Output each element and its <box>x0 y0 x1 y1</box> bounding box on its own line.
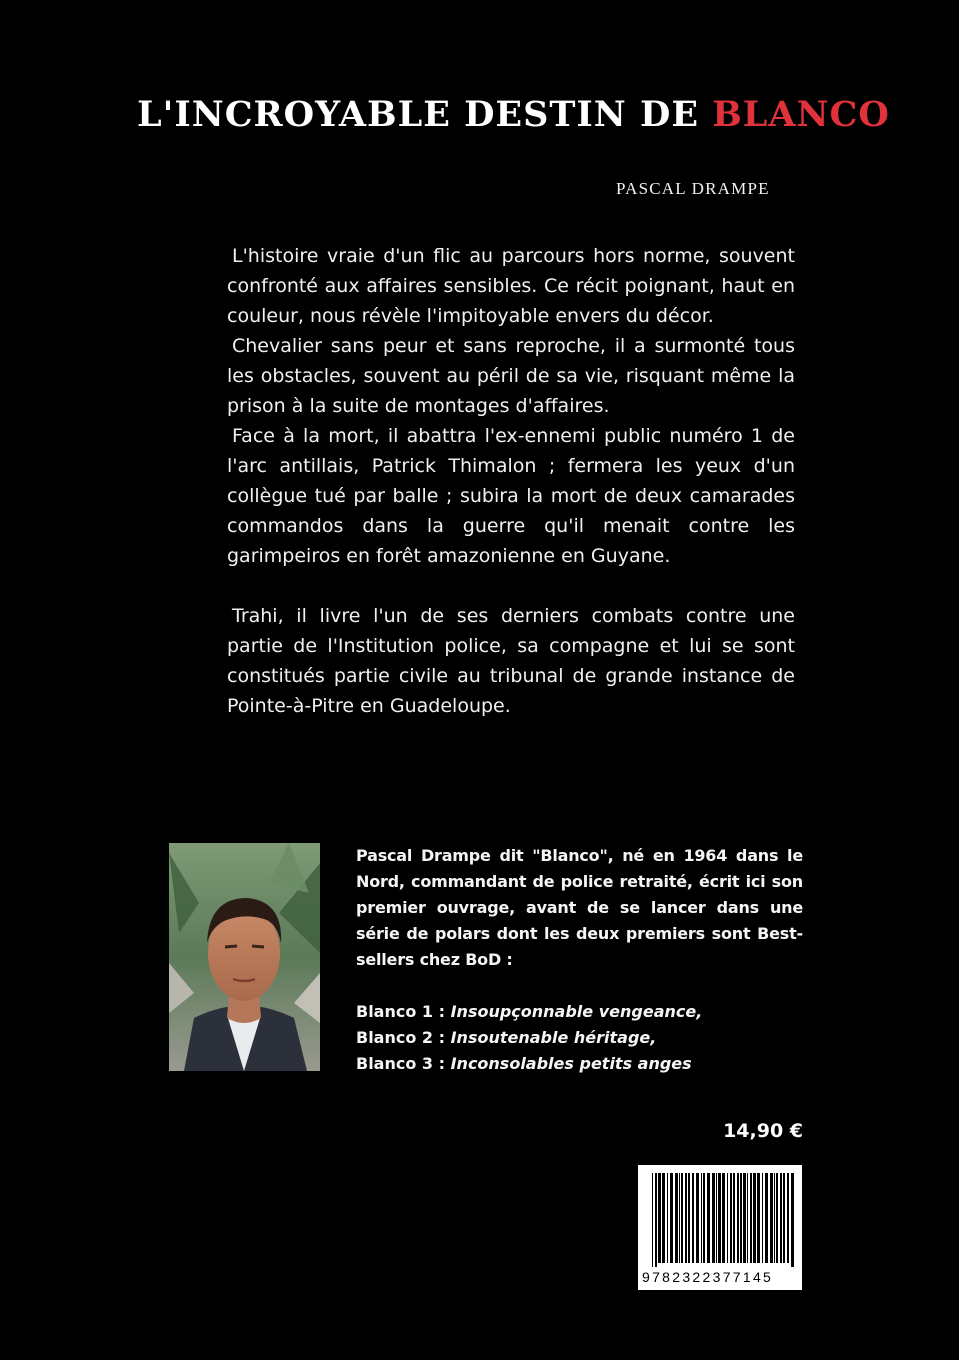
back-cover-blurb <box>227 241 795 721</box>
barcode-bar <box>783 1173 785 1263</box>
barcode-bar <box>716 1173 717 1263</box>
barcode-bar <box>774 1173 775 1263</box>
list-item <box>356 999 803 1025</box>
barcode-bar <box>727 1173 728 1263</box>
barcode-bar <box>655 1173 657 1267</box>
series-label: Blanco 1 : <box>356 1002 451 1021</box>
series-title: Insoutenable héritage, <box>450 1028 657 1047</box>
barcode-bar <box>679 1173 680 1263</box>
barcode-bar <box>692 1173 694 1263</box>
book-series-list <box>356 999 803 1077</box>
author-name: PASCAL DRAMPE <box>616 179 770 198</box>
barcode-bar <box>722 1173 725 1263</box>
barcode-bar <box>712 1173 715 1263</box>
barcode-bar <box>703 1173 705 1263</box>
barcode-bar <box>743 1173 746 1263</box>
list-item <box>356 1025 803 1051</box>
series-title: Insoupçonnable vengeance, <box>450 1002 703 1021</box>
barcode-bar <box>740 1173 742 1263</box>
barcode-bar <box>688 1173 690 1263</box>
barcode-bar <box>658 1173 661 1263</box>
barcode-bar <box>662 1173 665 1263</box>
isbn-barcode <box>638 1165 802 1290</box>
blurb-paragraph: Trahi, il livre l'un de ses derniers combats contre une partie de l'Institution police, sa compagne et lui se sont constitués partie civile au tribunal de grande instance de Pointe-à-Pitre en Guadeloupe. <box>227 605 795 717</box>
barcode-bar <box>652 1173 653 1267</box>
book-title-accent: BLANCO <box>712 94 890 135</box>
barcode-bar <box>670 1173 673 1263</box>
barcode-bar <box>780 1173 782 1263</box>
author-photo <box>169 843 320 1071</box>
series-title: Inconsolables petits anges <box>450 1054 692 1073</box>
barcode-bar <box>707 1173 710 1263</box>
barcode-bar <box>787 1173 789 1263</box>
barcode-bars <box>638 1165 802 1269</box>
author-portrait-illustration <box>169 843 320 1071</box>
barcode-bar <box>696 1173 699 1263</box>
barcode-bar <box>701 1173 702 1263</box>
barcode-bar <box>733 1173 735 1263</box>
barcode-bar <box>737 1173 739 1263</box>
author-bio-text: Pascal Drampe dit "Blanco", né en 1964 dans le Nord, commandant de police retraité, écrit ici son premier ouvrage, avant de se lancer dans une série de polars dont les deux premiers sont Best-sellers chez BoD : <box>356 846 803 969</box>
barcode-bar <box>753 1173 756 1263</box>
barcode-bar <box>681 1173 683 1263</box>
blurb-paragraph: Face à la mort, il abattra l'ex-ennemi public numéro 1 de l'arc antillais, Patrick Thimalon ; fermera les yeux d'un collègue tué par balle ; subira la mort de deux camarades commandos dans la guerre qu'il menait contre les garimpeiros en forêt amazonienne en Guyane. <box>227 425 795 567</box>
series-label: Blanco 3 : <box>356 1054 451 1073</box>
barcode-bar <box>770 1173 773 1263</box>
barcode-bar <box>776 1173 778 1263</box>
isbn-number: 9782322377145 <box>642 1269 774 1285</box>
barcode-bar <box>685 1173 687 1263</box>
book-price: 14,90 € <box>723 1120 803 1142</box>
barcode-bar <box>762 1173 763 1263</box>
barcode-bar <box>747 1173 748 1263</box>
barcode-bar <box>765 1173 768 1263</box>
barcode-bar <box>750 1173 752 1263</box>
barcode-bar <box>757 1173 760 1263</box>
barcode-bar <box>718 1173 721 1263</box>
barcode-bar <box>730 1173 732 1263</box>
barcode-bar <box>791 1173 794 1267</box>
author-bio <box>356 843 803 1077</box>
list-item <box>356 1051 803 1077</box>
barcode-bar <box>675 1173 678 1263</box>
blurb-paragraph: Chevalier sans peur et sans reproche, il a surmonté tous les obstacles, souvent au péril de sa vie, risquant même la prison à la suite de montages d'affaires. <box>227 335 795 417</box>
book-title <box>137 92 890 138</box>
book-title-main: L'INCROYABLE DESTIN DE <box>137 94 713 135</box>
series-label: Blanco 2 : <box>356 1028 451 1047</box>
barcode-bar <box>667 1173 668 1263</box>
blurb-paragraph: L'histoire vraie d'un flic au parcours hors norme, souvent confronté aux affaires sensibles. Ce récit poignant, haut en couleur, nous révèle l'impitoyable envers du décor. <box>227 245 795 327</box>
